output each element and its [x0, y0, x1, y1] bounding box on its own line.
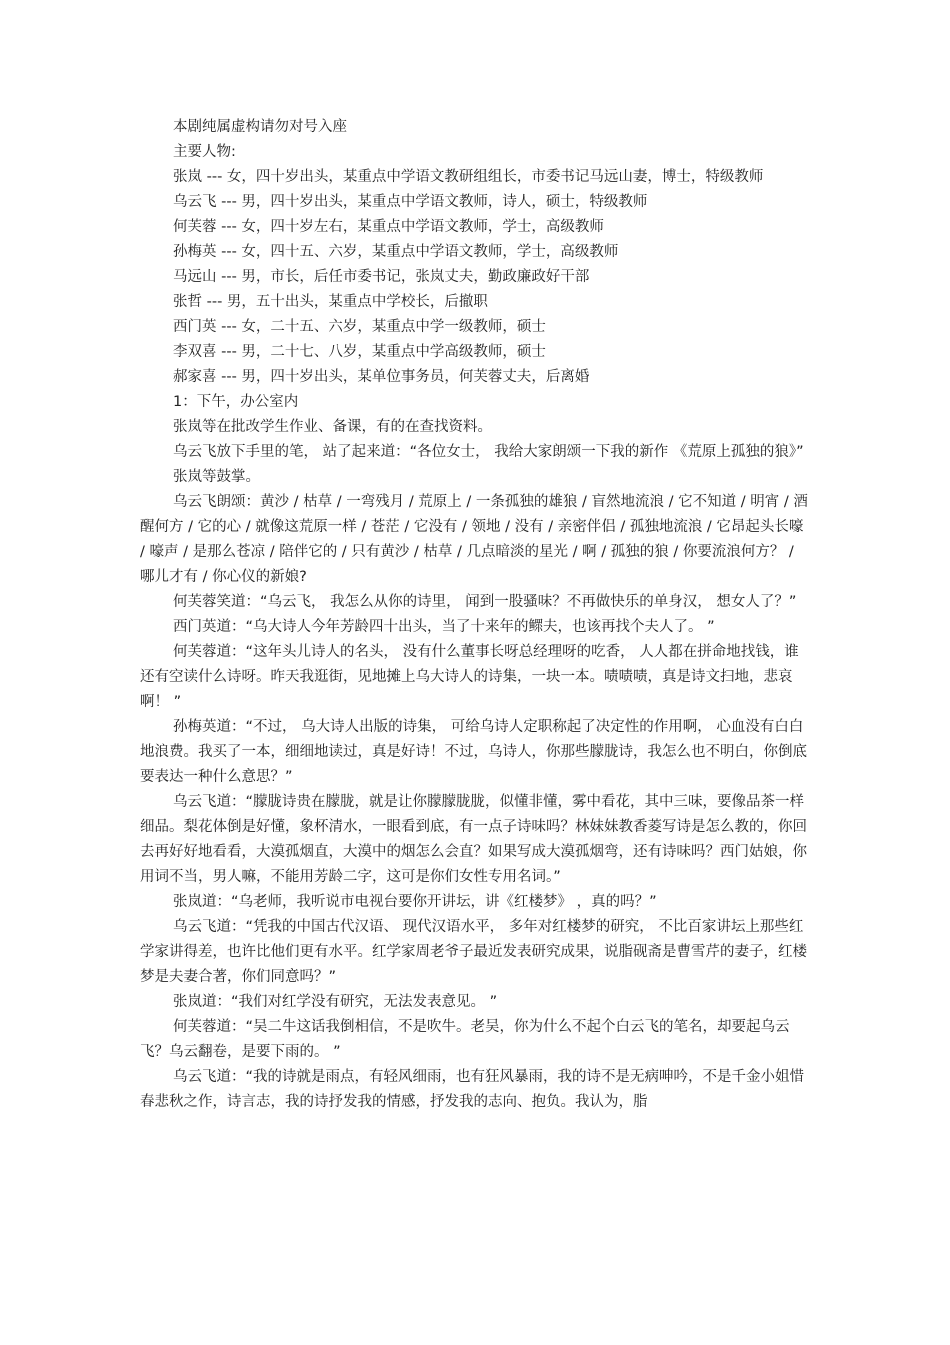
dialogue-paragraph: 乌云飞道：“凭我的中国古代汉语、 现代汉语水平， 多年对红楼梦的研究， 不比百家讲坛上那些红学家讲得差，也许比他们更有水平。红学家周老爷子最近发表研究成果，说脂砚斋是曹雪芹的妻子，红楼梦是夫妻合著，你们同意吗？”	[140, 919, 807, 985]
dialogue-paragraph: 乌云飞放下手里的笔， 站了起来道：“各位女士， 我给大家朗颂一下我的新作 《荒原上孤独的狼》”	[173, 444, 804, 460]
cast-entry: 西门英 --- 女，二十五、六岁，某重点中学一级教师，硕士	[173, 319, 546, 335]
cast-entry: 何芙蓉 --- 女，四十岁左右，某重点中学语文教师，学士，高级教师	[173, 219, 604, 235]
dialogue-paragraph: 何芙蓉道：“这年头儿诗人的名头， 没有什么董事长呀总经理呀的吃香， 人人都在拼命地找钱，谁还有空读什么诗呀。昨天我逛街，见地摊上乌大诗人的诗集，一块一本。啧啧啧，真是诗文扫地，悲哀啊！ ”	[140, 644, 799, 710]
cast-entry: 李双喜 --- 男，二十七、八岁，某重点中学高级教师，硕士	[173, 344, 546, 360]
dialogue-paragraph: 乌云飞道：“朦胧诗贵在朦胧，就是让你朦朦胧胧，似懂非懂，雾中看花，其中三味，要像品茶一样细品。梨花体倒是好懂，象杯清水，一眼看到底，有一点子诗味吗？林妹妹教香菱写诗是怎么教的，你回去再好好地看看，大漠孤烟直，大漠中的烟怎么会直？如果写成大漠孤烟弯，还有诗味吗？西门姑娘，你用词不当，男人嘛，不能用芳龄二字，这可是你们女性专用名词。”	[140, 794, 807, 885]
dialogue-paragraph: 西门英道：“乌大诗人今年芳龄四十出头，当了十来年的鳏夫，也该再找个夫人了。 ”	[173, 619, 715, 635]
dialogue-paragraph: 乌云飞道：“我的诗就是雨点，有轻风细雨，也有狂风暴雨，我的诗不是无病呻吟，不是千金小姐惜春悲秋之作，诗言志，我的诗抒发我的情感，抒发我的志向、抱负。我认为，脂	[140, 1069, 805, 1110]
cast-heading: 主要人物:	[173, 144, 236, 160]
scene-heading: 1：下午，办公室内	[173, 394, 299, 410]
cast-entry: 乌云飞 --- 男，四十岁出头，某重点中学语文教师，诗人，硕士，特级教师	[173, 194, 648, 210]
dialogue-paragraph: 张岚道：“我们对红学没有研究，无法发表意见。 ”	[173, 994, 498, 1010]
document-body	[140, 115, 810, 1115]
cast-entry: 张哲 --- 男，五十出头，某重点中学校长，后撤职	[173, 294, 488, 310]
cast-entry: 孙梅英 --- 女，四十五、六岁，某重点中学语文教师，学士，高级教师	[173, 244, 619, 260]
stage-direction: 张岚等在批改学生作业、备课，有的在查找资料。	[173, 419, 492, 435]
cast-entry: 马远山 --- 男，市长，后任市委书记，张岚丈夫，勤政廉政好干部	[173, 269, 590, 285]
disclaimer-line: 本剧纯属虚构请勿对号入座	[173, 119, 347, 135]
dialogue-paragraph: 孙梅英道：“不过， 乌大诗人出版的诗集， 可给乌诗人定职称起了决定性的作用啊， 心血没有白白地浪费。我买了一本，细细地读过，真是好诗！不过，乌诗人，你那些朦胧诗，我怎么也不明白，你倒底要表达一种什么意思？”	[140, 719, 807, 785]
poem-paragraph: 乌云飞朗颂：黄沙 / 枯草 / 一弯残月 / 荒原上 / 一条孤独的雄狼 / 盲然地流浪 / 它不知道 / 明宵 / 酒醒何方 / 它的心 / 就像这荒原一样 / 苍茫 / 它没有 / 领地 / 没有 / 亲密伴侣 / 孤独地流浪 / 它昂起头长嚎 / 嚎声 / 是那么苍凉 / 陪伴它的 / 只有黄沙 / 枯草 / 几点暗淡的星光 / 啊 / 孤独的狼 / 你要流浪何方？ / 哪儿才有 / 你心仪的新娘?	[140, 494, 808, 585]
stage-direction: 张岚等鼓掌。	[173, 469, 260, 485]
dialogue-paragraph: 张岚道：“乌老师，我听说市电视台要你开讲坛，讲《红楼梦》 ，真的吗？”	[173, 894, 657, 910]
cast-entry: 张岚 --- 女，四十岁出头，某重点中学语文教研组组长，市委书记马远山妻，博士，特级教师	[173, 169, 764, 185]
cast-entry: 郝家喜 --- 男，四十岁出头，某单位事务员，何芙蓉丈夫，后离婚	[173, 369, 590, 385]
dialogue-paragraph: 何芙蓉道：“吴二牛这话我倒相信，不是吹牛。老吴，你为什么不起个白云飞的笔名，却要起乌云飞？乌云翻卷，是要下雨的。 ”	[140, 1019, 790, 1060]
dialogue-paragraph: 何芙蓉笑道：“乌云飞， 我怎么从你的诗里， 闻到一股骚味？不再做快乐的单身汉， 想女人了？”	[173, 594, 797, 610]
